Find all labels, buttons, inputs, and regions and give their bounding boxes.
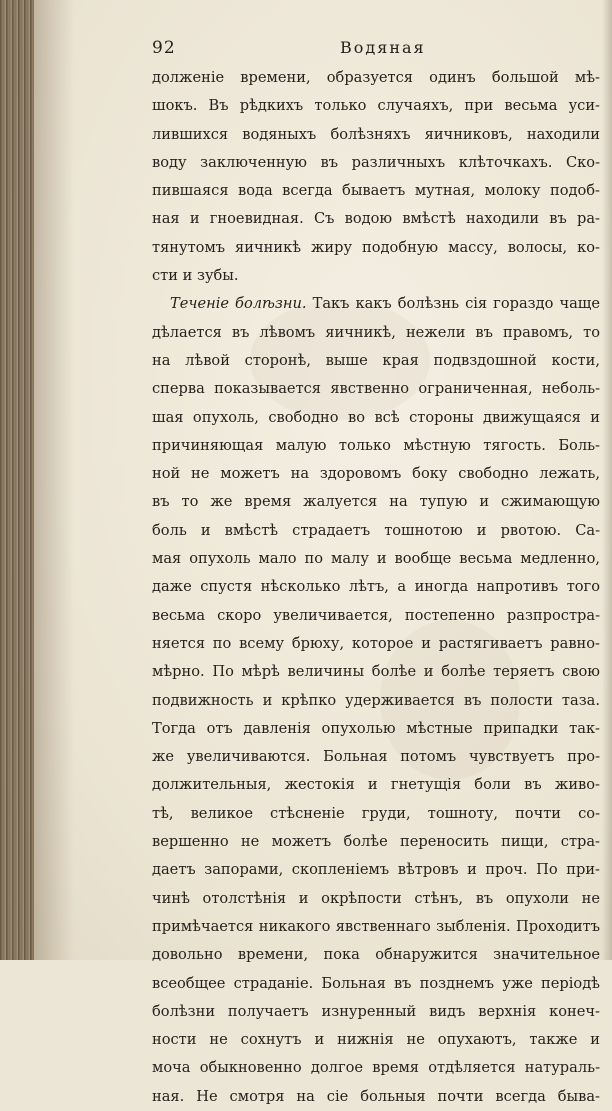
text-line: на лѣвой сторонѣ, выше края подвздошной кости, — [152, 351, 600, 369]
text-line: же увеличиваются. Больная потомъ чувствуетъ про- — [152, 748, 600, 766]
page-number: 92 — [152, 38, 176, 58]
text-line: ная и гноевидная. Съ водою вмѣстѣ находили въ ра- — [152, 210, 600, 228]
text-line: лившихся водяныхъ болѣзняхъ яичниковъ, находили — [152, 125, 600, 143]
page-header — [152, 38, 604, 64]
text-line: сти и зубы. — [152, 267, 239, 285]
text-line: сперва показывается явственно ограниченная, неболь- — [152, 380, 600, 398]
text-line: подвижность и крѣпко удерживается въ полости таза. — [152, 691, 600, 709]
text-line: ности не сохнутъ и нижнія не опухаютъ, также и — [152, 1031, 600, 1049]
text-line: даже спустя нѣсколько лѣтъ, а иногда напротивъ того — [152, 578, 600, 596]
text-line: няется по всему брюху, которое и растягиваетъ равно- — [152, 634, 600, 652]
text-line: даетъ запорами, скопленіемъ вѣтровъ и проч. По при- — [152, 861, 600, 879]
page-edge-shadow — [602, 0, 612, 960]
text-line: весьма скоро увеличивается, постепенно разпростра- — [152, 606, 600, 624]
text-line: должительныя, жестокія и гнетущія боли въ живо- — [152, 776, 600, 794]
section-first-line-text: Такъ какъ болѣзнь сія гораздо чаще — [312, 295, 600, 313]
text-line: тянутомъ яичникѣ жиру подобную массу, волосы, ко- — [152, 238, 600, 256]
text-line: болѣзни получаетъ изнуренный видъ верхнія конеч- — [152, 1002, 600, 1020]
text-line: довольно времени, пока обнаружится значительное — [152, 946, 600, 964]
text-line: чинѣ отолстѣнія и окрѣпости стѣнъ, въ опухоли не — [152, 889, 600, 907]
text-line: Тогда отъ давленія опухолью мѣстные припадки так- — [152, 719, 600, 737]
text-line: всеобщее страданіе. Больная въ позднемъ уже періодѣ — [152, 974, 600, 992]
text-line: шокъ. Въ рѣдкихъ только случаяхъ, при весьма уси- — [152, 97, 600, 115]
text-line: долженіе времени, образуется одинъ большой мѣ- — [152, 69, 600, 86]
text-line: мая опухоль мало по малу и вообще весьма медленно, — [152, 550, 600, 568]
body-text — [152, 64, 600, 1111]
text-line: воду заключенную въ различныхъ клѣточкахъ. Ско- — [152, 153, 600, 171]
text-line: въ то же время жалуется на тупую и сжимающую — [152, 493, 600, 511]
gutter-shadow — [34, 0, 74, 960]
text-line: моча обыкновенно долгое время отдѣляется натураль- — [152, 1059, 600, 1077]
paragraph-course-of-disease — [152, 319, 600, 1111]
text-line: мѣрно. По мѣрѣ величины болѣе и болѣе теряетъ свою — [152, 663, 600, 681]
section-first-line — [152, 290, 600, 318]
section-heading: Теченіе болѣзни. — [170, 295, 307, 313]
text-line: ной не можетъ на здоровомъ боку свободно лежать, — [152, 465, 600, 483]
text-line: причиняющая малую только мѣстную тягость. Боль- — [152, 436, 600, 454]
text-line: дѣлается въ лѣвомъ яичникѣ, нежели въ правомъ, то — [152, 323, 600, 341]
running-head: Водяная — [340, 38, 426, 57]
text-line: пившаяся вода всегда бываетъ мутная, молоку подоб- — [152, 182, 600, 200]
paragraph-continuation — [152, 64, 600, 290]
text-line: примѣчается никакого явственнаго зыбленія. Проходитъ — [152, 917, 600, 935]
text-line: ная. Не смотря на сіе больныя почти всегда быва- — [152, 1087, 600, 1105]
text-line: тѣ, великое стѣсненіе груди, тошноту, почти со- — [152, 804, 600, 822]
text-line: вершенно не можетъ болѣе переносить пищи, стра- — [152, 833, 600, 851]
text-line: боль и вмѣстѣ страдаетъ тошнотою и рвотою. Са- — [152, 521, 600, 539]
text-line: шая опухоль, свободно во всѣ стороны движущаяся и — [152, 408, 600, 426]
book-spine-gutter — [0, 0, 34, 960]
